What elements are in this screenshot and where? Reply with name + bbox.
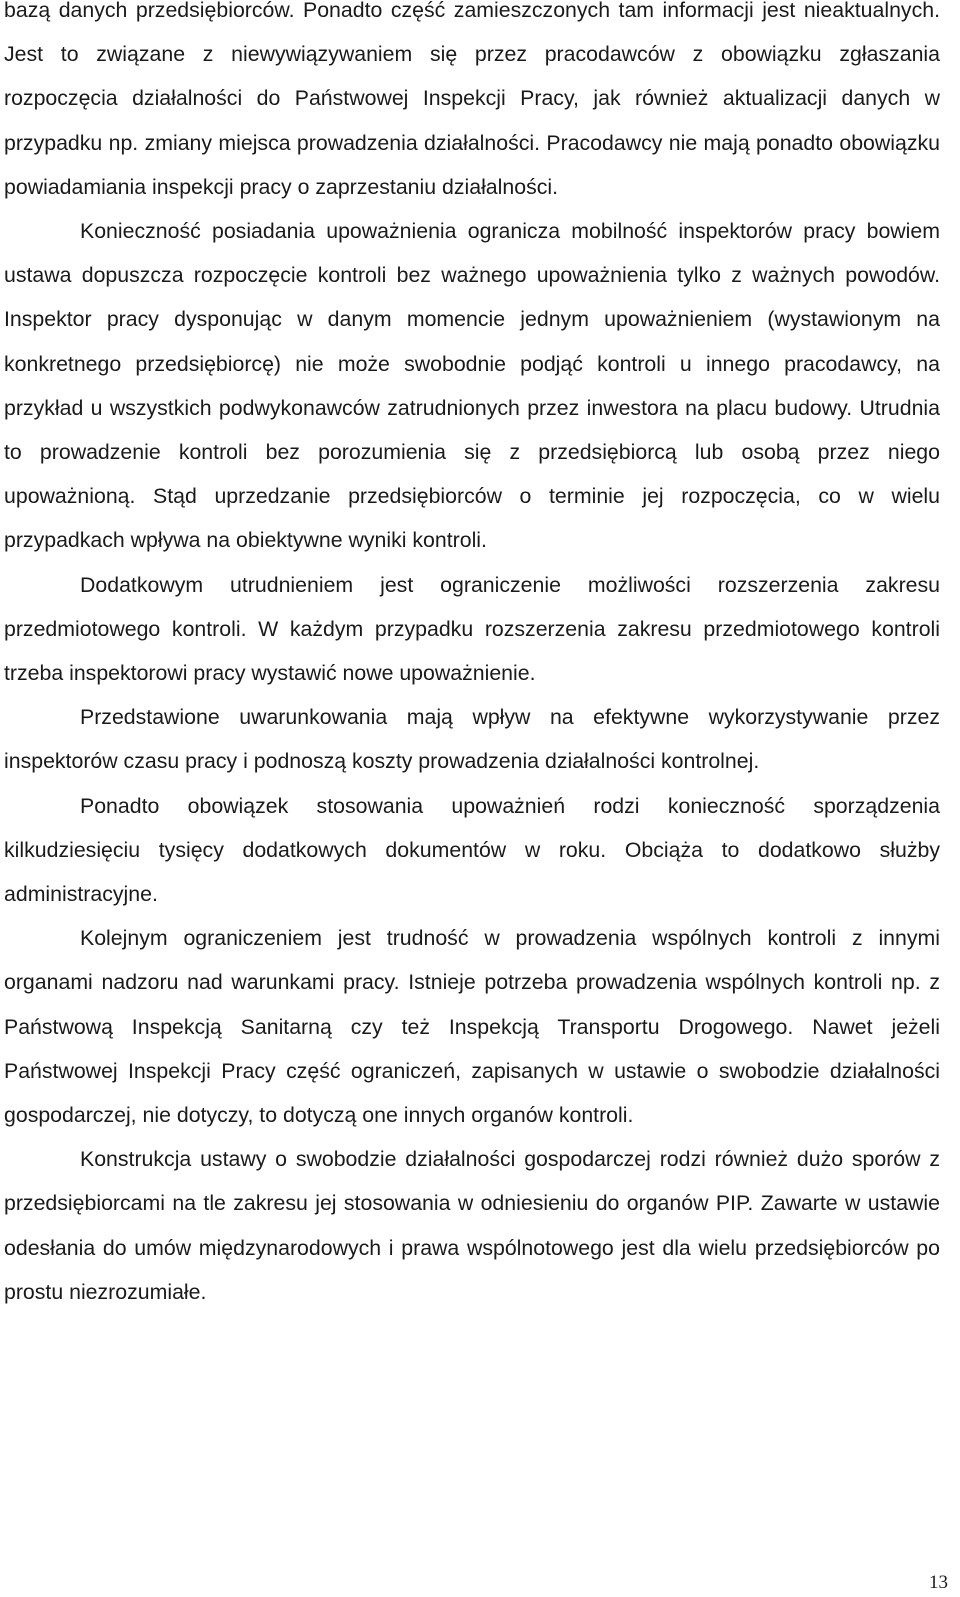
page-number: 13 (929, 1572, 948, 1593)
paragraph-1: bazą danych przedsiębiorców. Ponadto część zamieszczonych tam informacji jest nieaktualnych. Jest to związane z niewywiązywaniem się przez pracodawców z obowiązku zgłaszania rozpoczęcia działalności do Państwowej Inspekcji Pracy, jak również aktualizacji danych w przypadku np. zmiany miejsca prowadzenia działalności. Pracodawcy nie mają ponadto obowiązku powiadamiania inspekcji pracy o zaprzestaniu działalności. (4, 0, 940, 199)
paragraph-3: Dodatkowym utrudnieniem jest ograniczenie możliwości rozszerzenia zakresu przedmiotowego kontroli. W każdym przypadku rozszerzenia zakresu przedmiotowego kontroli trzeba inspektorowi pracy wystawić nowe upoważnienie. (4, 572, 940, 686)
paragraph-2: Konieczność posiadania upoważnienia ogranicza mobilność inspektorów pracy bowiem ustawa dopuszcza rozpoczęcie kontroli bez ważnego upoważnienia tylko z ważnych powodów. Inspektor pracy dysponując w danym momencie jednym upoważnieniem (wystawionym na konkretnego przedsiębiorcę) nie może swobodnie podjąć kontroli u innego pracodawcy, na przykład u wszystkich podwykonawców zatrudnionych przez inwestora na placu budowy. Utrudnia to prowadzenie kontroli bez porozumienia się z przedsiębiorcą lub osobą przez niego upoważnioną. Stąd uprzedzanie przedsiębiorców o terminie jej rozpoczęcia, co w wielu przypadkach wpływa na obiektywne wyniki kontroli. (4, 219, 940, 553)
document-page (4, 0, 940, 1314)
paragraph-4: Przedstawione uwarunkowania mają wpływ na efektywne wykorzystywanie przez inspektorów czasu pracy i podnoszą koszty prowadzenia działalności kontrolnej. (4, 705, 940, 774)
paragraph-6: Kolejnym ograniczeniem jest trudność w prowadzenia wspólnych kontroli z innymi organami nadzoru nad warunkami pracy. Istnieje potrzeba prowadzenia wspólnych kontroli np. z Państwową Inspekcją Sanitarną czy też Inspekcją Transportu Drogowego. Nawet jeżeli Państwowej Inspekcji Pracy część ograniczeń, zapisanych w ustawie o swobodzie działalności gospodarczej, nie dotyczy, to dotyczą one innych organów kontroli. (4, 926, 940, 1128)
paragraph-5: Ponadto obowiązek stosowania upoważnień rodzi konieczność sporządzenia kilkudziesięciu tysięcy dodatkowych dokumentów w roku. Obciąża to dodatkowo służby administracyjne. (4, 793, 940, 907)
paragraph-7: Konstrukcja ustawy o swobodzie działalności gospodarczej rodzi również dużo sporów z przedsiębiorcami na tle zakresu jej stosowania w odniesieniu do organów PIP. Zawarte w ustawie odesłania do umów międzynarodowych i prawa wspólnotowego jest dla wielu przedsiębiorców po prostu niezrozumiałe. (4, 1147, 940, 1304)
